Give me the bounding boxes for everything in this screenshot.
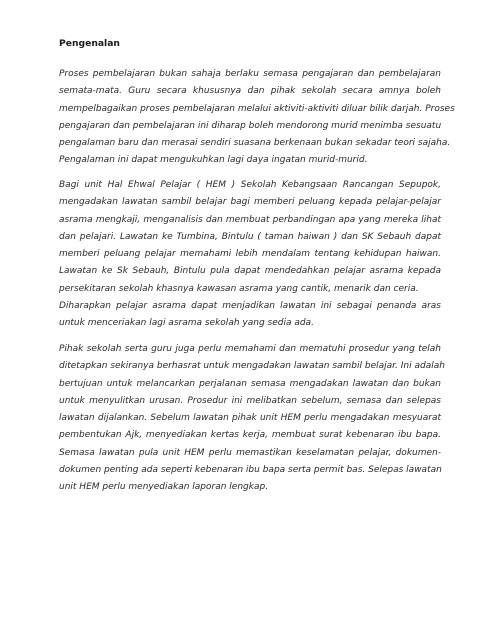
paragraph-line: semata-mata. Guru secara khususnya dan pihak sekolah secara amnya boleh (59, 86, 441, 97)
paragraph-line: dan pelajari. Lawatan ke Tumbina, Bintulu ( taman haiwan ) dan SK Sebauh dapat (59, 231, 441, 242)
paragraph-line: Semasa lawatan pula unit HEM perlu memastikan keselamatan pelajar, dokumen- (59, 447, 441, 458)
paragraph-line: Lawatan ke Sk Sebauh, Bintulu pula dapat mendedahkan pelajar asrama kepada (59, 266, 441, 277)
paragraph-line: Pengalaman ini dapat mengukuhkan lagi daya ingatan murid-murid. (59, 155, 368, 166)
paragraph-line: pengajaran dan pembelajaran ini diharap boleh mendorong murid menimba sesuatu (59, 120, 442, 131)
paragraph-line: untuk menyulitkan urusan. Prosedur ini melibatkan sebelum, semasa dan selepas (59, 395, 441, 406)
paragraph-line: mempelbagaikan proses pembelajaran melalui aktiviti-aktiviti diluar bilik darjah. Proses (59, 103, 455, 114)
paragraph-line: memberi peluang pelajar memahami lebih mendalam tentang kehidupan haiwan. (59, 249, 441, 260)
paragraph-line: ditetapkan sekiranya berhasrat untuk mengadakan lawatan sambil belajar. Ini adalah (59, 361, 445, 372)
paragraph-line: bertujuan untuk melancarkan perjalanan semasa mengadakan lawatan dan bukan (59, 378, 441, 389)
paragraph-line: untuk menceriakan lagi asrama sekolah yang sedia ada. (59, 318, 314, 329)
paragraph-line: asrama mengkaji, menganalisis dan membuat perbandingan apa yang mereka lihat (59, 214, 441, 225)
paragraph-hem-visit (59, 177, 441, 333)
paragraph-line: lawatan dijalankan. Sebelum lawatan pihak unit HEM perlu mengadakan mesyuarat (59, 413, 441, 424)
paragraph-intro (59, 66, 455, 170)
paragraph-line: persekitaran sekolah khasnya kawasan asrama yang cantik, menarik dan ceria. (59, 283, 419, 294)
paragraph-line: pembentukan Ajk, menyediakan kertas kerja, membuat surat kebenaran ibu bapa. (59, 430, 441, 441)
paragraph-line: Proses pembelajaran bukan sahaja berlaku semasa pengajaran dan pembelajaran (59, 69, 441, 79)
paragraph-line: dokumen penting ada seperti kebenaran ibu bapa serta permit bas. Selepas lawatan (59, 465, 442, 476)
paragraph-procedure (59, 341, 445, 497)
document-heading: Pengenalan (59, 38, 120, 49)
paragraph-line: Bagi unit Hal Ehwal Pelajar ( HEM ) Sekolah Kebangsaan Rancangan Sepupok, (59, 180, 441, 190)
paragraph-line: unit HEM perlu menyediakan laporan lengkap. (59, 482, 269, 493)
paragraph-line: pengalaman baru dan merasai sendiri suasana berkenaan bukan sekadar teori sajaha. (59, 138, 451, 149)
paragraph-line: mengadakan lawatan sambil belajar bagi memberi peluang kepada pelajar-pelajar (59, 197, 441, 208)
paragraph-line: Pihak sekolah serta guru juga perlu memahami dan mematuhi prosedur yang telah (59, 344, 441, 354)
paragraph-line: Diharapkan pelajar asrama dapat menjadikan lawatan ini sebagai penanda aras (59, 301, 441, 312)
